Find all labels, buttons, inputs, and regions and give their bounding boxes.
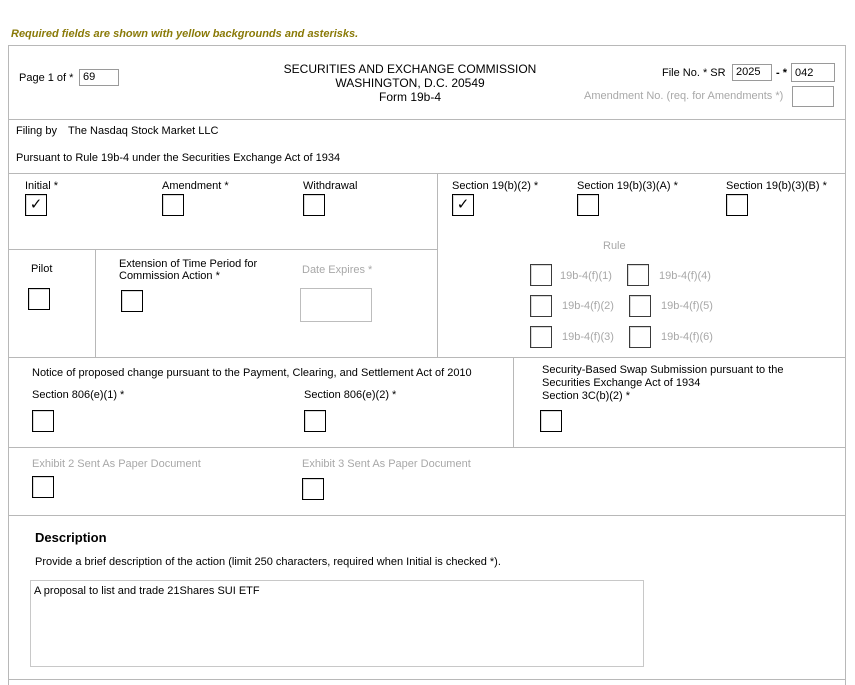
section-19b3b-label: Section 19(b)(3)(B) * [726,180,827,192]
divider-header [8,119,846,120]
divider-pilot-top [8,249,438,250]
rule-f5-checkbox[interactable] [629,295,651,317]
exhibit3-label: Exhibit 3 Sent As Paper Document [302,458,471,470]
rule-f2-checkbox[interactable] [530,295,552,317]
amendment-number-input[interactable] [792,86,834,107]
form-border-right [845,45,846,685]
withdrawal-label: Withdrawal [303,180,358,192]
amendment-label: Amendment No. (req. for Amendments *) [584,90,784,102]
page-label: Page 1 of * [19,72,74,84]
page-title-line2: WASHINGTON, D.C. 20549 [335,76,485,90]
file-dash: - * [776,67,787,79]
section-806e1-label: Section 806(e)(1) * [32,389,125,401]
rule-f3-label: 19b-4(f)(3) [562,331,614,343]
filer-name: The Nasdaq Stock Market LLC [68,125,219,137]
file-number-input[interactable] [791,63,835,82]
amendment-type-label: Amendment * [162,180,229,192]
page-title-line3: Form 19b-4 [378,90,442,104]
extension-label-line1: Extension of Time Period for [119,258,258,270]
date-expires-input[interactable] [300,288,372,322]
divider-bottom [8,679,846,680]
divider-filing [8,173,846,174]
rule-heading: Rule [603,240,626,252]
rule-f6-label: 19b-4(f)(6) [661,331,713,343]
rule-f3-checkbox[interactable] [530,326,552,348]
divider-pcs-top [8,357,846,358]
file-no-label: File No. * SR [662,67,726,79]
form-border-left [8,45,9,685]
rule-f6-checkbox[interactable] [629,326,651,348]
pilot-checkbox[interactable] [28,288,50,310]
required-fields-notice: Required fields are shown with yellow backgrounds and asterisks. [11,28,359,40]
section-19b2-label: Section 19(b)(2) * [452,180,539,192]
rule-f4-checkbox[interactable] [627,264,649,286]
divider-vertical-mid [437,173,438,357]
withdrawal-checkbox[interactable] [303,194,325,216]
divider-sbs-vertical [513,357,514,447]
rule-f1-checkbox[interactable] [530,264,552,286]
section-19b3a-checkbox[interactable] [577,194,599,216]
section-19b3b-checkbox[interactable] [726,194,748,216]
page-title-line1: SECURITIES AND EXCHANGE COMMISSION [283,62,537,76]
section-19b2-checkbox[interactable]: ✓ [452,194,474,216]
exhibit2-checkbox[interactable] [32,476,54,498]
description-textarea[interactable]: A proposal to list and trade 21Shares SUI ETF [30,580,644,667]
divider-exhibits-top [8,447,846,448]
pursuant-text: Pursuant to Rule 19b-4 under the Securities Exchange Act of 1934 [16,152,341,164]
initial-checkbox[interactable]: ✓ [25,194,47,216]
sbs-label-line1: Security-Based Swap Submission pursuant to the [542,364,784,376]
sbs-label-line3: Section 3C(b)(2) * [542,390,631,402]
filing-by-label: Filing by [16,125,57,137]
date-expires-label: Date Expires * [302,264,373,276]
pcs-notice: Notice of proposed change pursuant to the Payment, Clearing, and Settlement Act of 2010 [32,367,472,379]
divider-description-top [8,515,846,516]
section-806e1-checkbox[interactable] [32,410,54,432]
rule-f4-label: 19b-4(f)(4) [659,270,711,282]
extension-label-line2: Commission Action * [119,270,220,282]
description-instruction: Provide a brief description of the action (limit 250 characters, required when Initial is checked *). [35,556,501,568]
sbs-checkbox[interactable] [540,410,562,432]
file-year-input[interactable] [732,64,772,81]
section-19b3a-label: Section 19(b)(3)(A) * [577,180,678,192]
divider-pilot-vertical [95,249,96,357]
sbs-label-line2: Securities Exchange Act of 1934 [542,377,701,389]
rule-f5-label: 19b-4(f)(5) [661,300,713,312]
exhibit3-checkbox[interactable] [302,478,324,500]
exhibit2-label: Exhibit 2 Sent As Paper Document [32,458,201,470]
extension-checkbox[interactable] [121,290,143,312]
section-806e2-checkbox[interactable] [304,410,326,432]
rule-f1-label: 19b-4(f)(1) [560,270,612,282]
page-count-input[interactable] [79,69,119,86]
description-heading: Description [35,530,107,545]
section-806e2-label: Section 806(e)(2) * [304,389,397,401]
form-border-top [8,45,846,46]
pilot-label: Pilot [31,263,53,275]
rule-f2-label: 19b-4(f)(2) [562,300,614,312]
initial-label: Initial * [25,180,59,192]
amendment-checkbox[interactable] [162,194,184,216]
